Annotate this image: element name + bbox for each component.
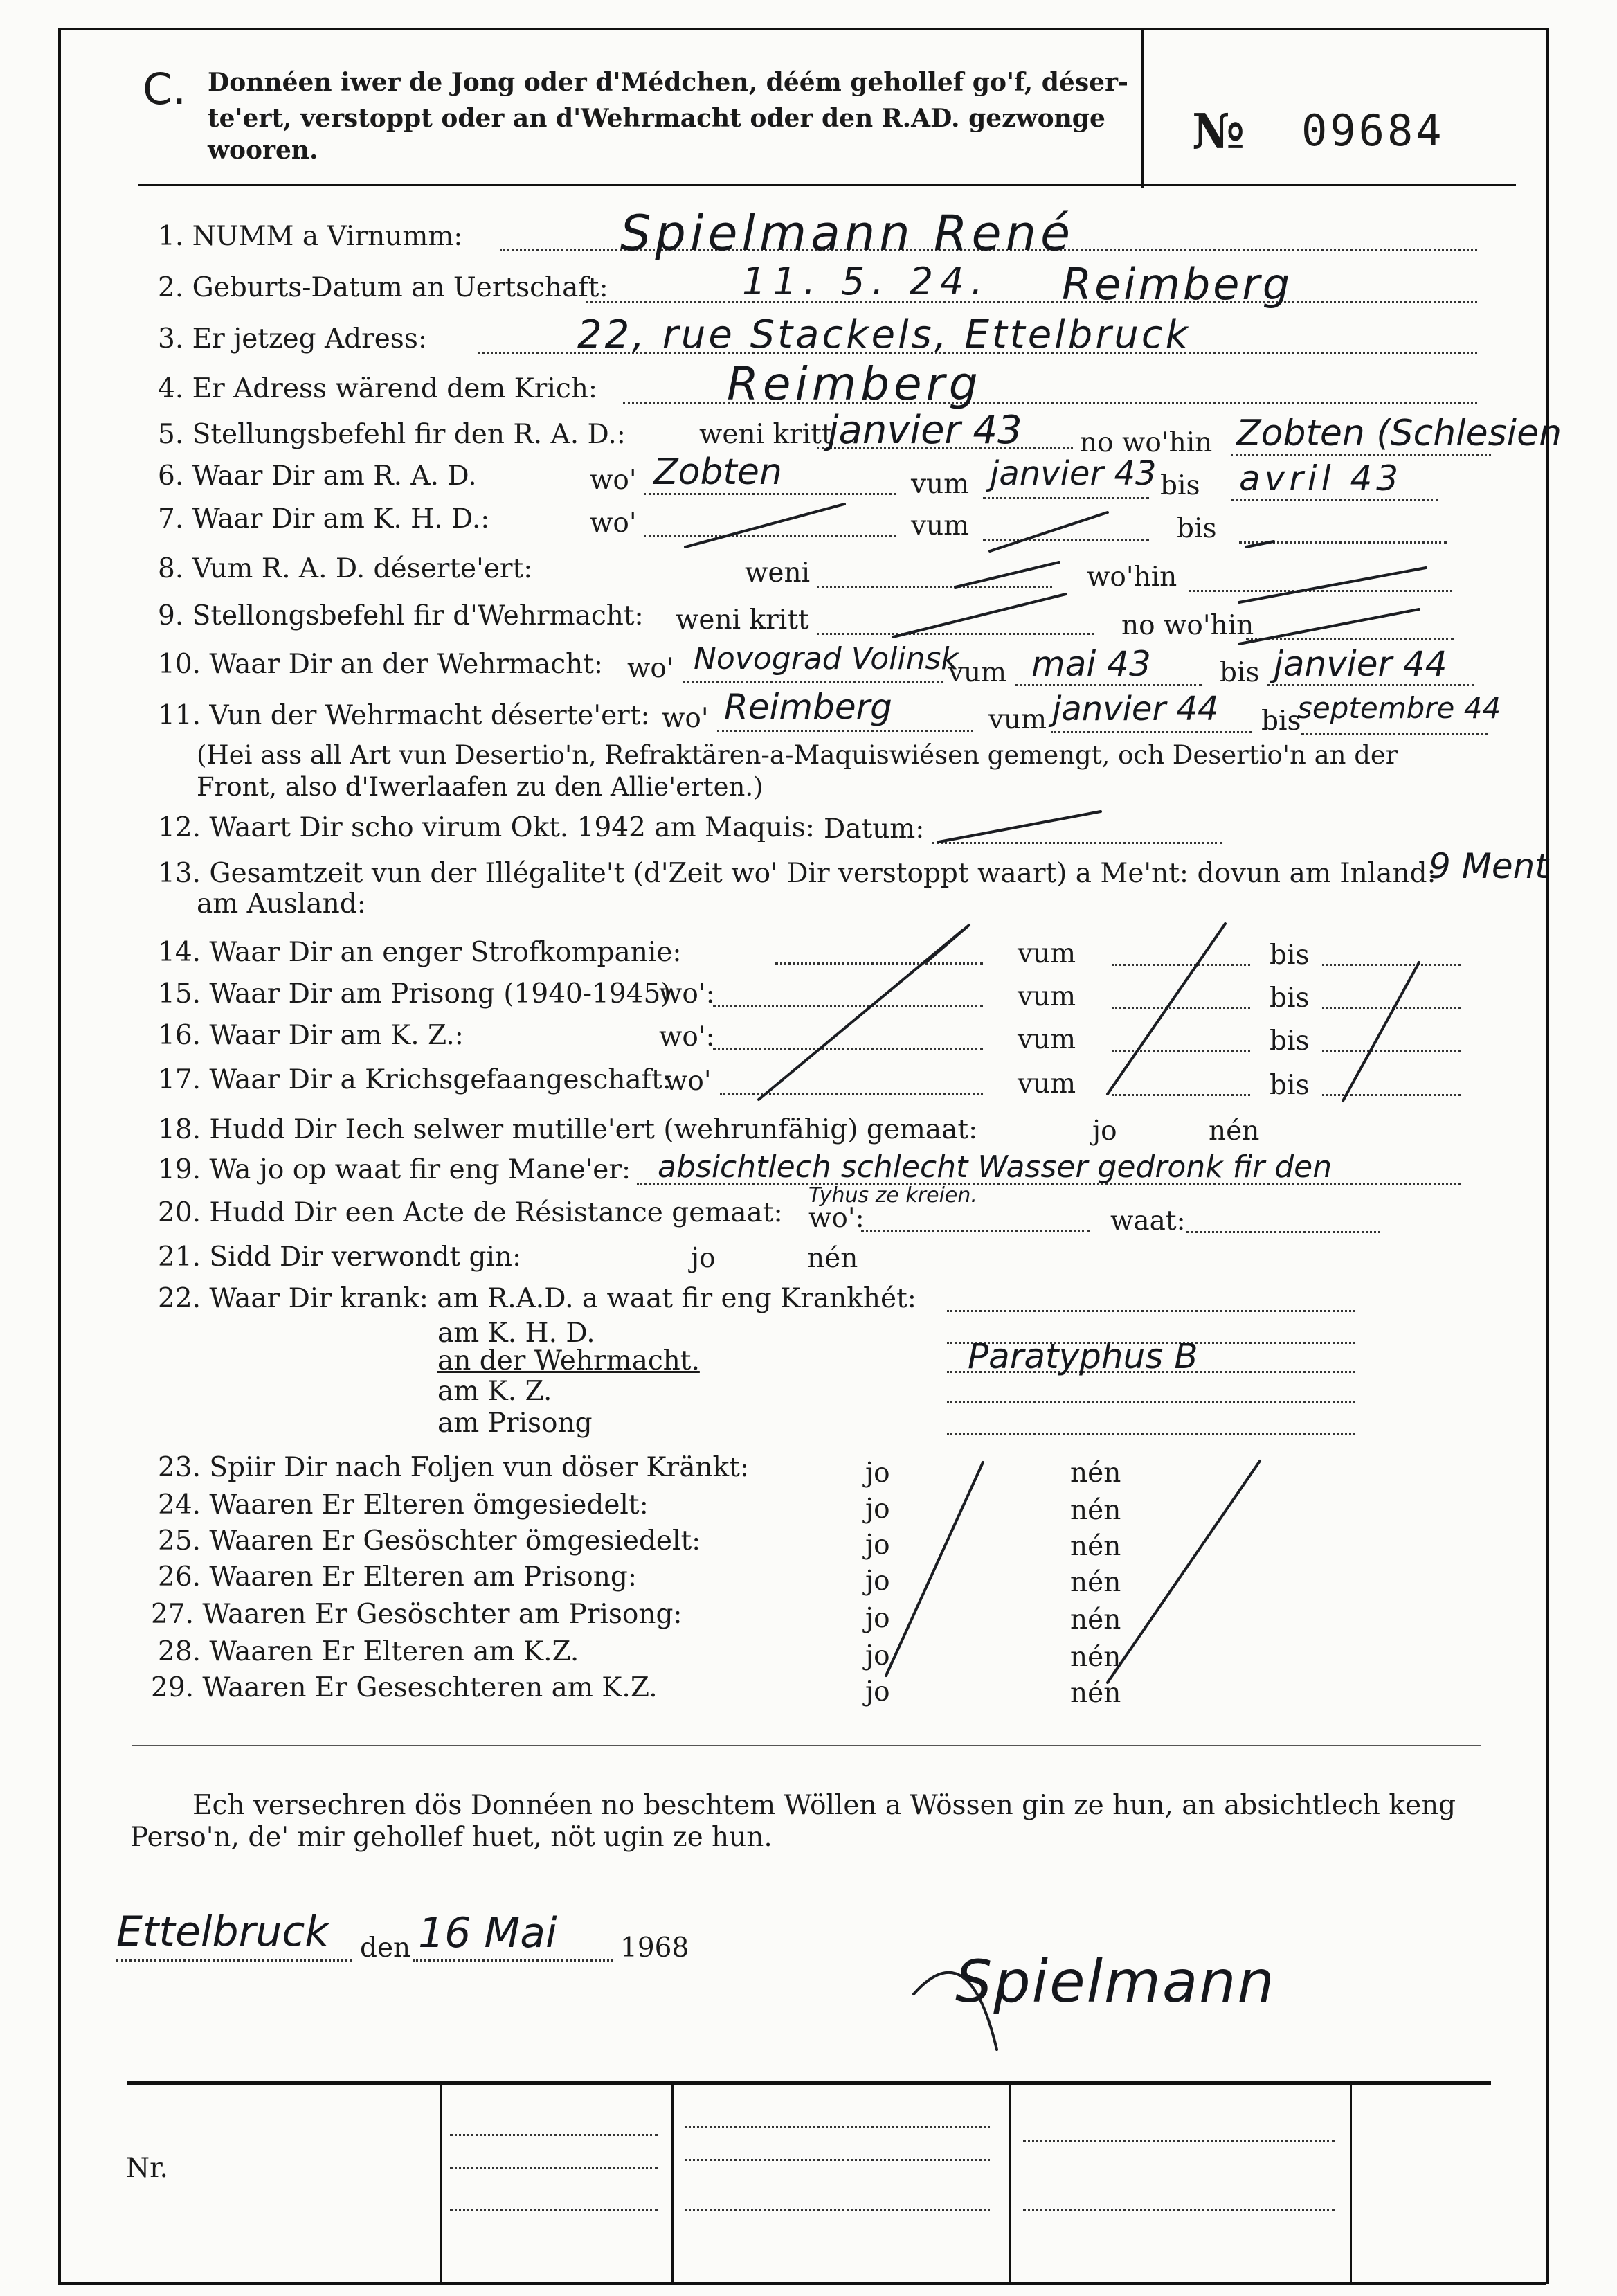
q18-jo[interactable]: jo bbox=[1092, 1115, 1117, 1147]
q26-label: 26. Waaren Er Elteren am Prisong: bbox=[158, 1561, 638, 1593]
den-label: den bbox=[360, 1932, 411, 1964]
q8-date-line bbox=[817, 586, 1052, 588]
bottom-dots-a3 bbox=[450, 2209, 658, 2211]
q2-label: 2. Geburts-Datum an Uertschaft: bbox=[158, 272, 608, 303]
q15-from-line bbox=[1112, 1007, 1250, 1009]
answer-illegality-inland[interactable]: 9 Ment bbox=[1429, 846, 1548, 886]
q6-vum: vum bbox=[911, 469, 970, 500]
header-title-line3: wooren. bbox=[208, 136, 318, 165]
q16-wo: wo': bbox=[659, 1021, 715, 1052]
q15-vum: vum bbox=[1018, 981, 1076, 1012]
q10-to-line bbox=[1267, 684, 1474, 686]
q6-bis: bis bbox=[1160, 470, 1200, 501]
answer-wartime-address[interactable]: Reimberg bbox=[727, 357, 982, 411]
q13-line2: am Ausland: bbox=[197, 888, 366, 920]
header-bottom-rule bbox=[138, 184, 1516, 186]
signature: Spielmann bbox=[955, 1948, 1276, 2016]
q2-line bbox=[586, 301, 1477, 303]
q8-place-line bbox=[1189, 590, 1452, 592]
answer-wehrmacht-to[interactable]: janvier 44 bbox=[1274, 644, 1447, 684]
answer-rad-where[interactable]: Zobten bbox=[653, 451, 782, 493]
answer-rad-from[interactable]: janvier 43 bbox=[990, 454, 1157, 493]
q23-jo[interactable]: jo bbox=[865, 1458, 890, 1489]
q6-to-line bbox=[1231, 499, 1438, 501]
q16-vum: vum bbox=[1018, 1024, 1076, 1055]
q5-weni-kritt: weni kritt bbox=[699, 419, 833, 450]
q28-jo[interactable]: jo bbox=[865, 1640, 890, 1671]
q7-label: 7. Waar Dir am K. H. D.: bbox=[158, 503, 490, 535]
header-title-line1: Donnéen iwer de Jong oder d'Médchen, déém gehollef go'f, déser- bbox=[208, 68, 1128, 97]
signature-place-line bbox=[116, 1959, 352, 1962]
q10-label: 10. Waar Dir an der Wehrmacht: bbox=[158, 649, 604, 680]
answer-wehrmacht-where[interactable]: Novograd Volinsk bbox=[694, 641, 959, 676]
bottom-col2 bbox=[671, 2083, 674, 2284]
q25-nen[interactable]: nén bbox=[1070, 1531, 1121, 1562]
q23-nen[interactable]: nén bbox=[1070, 1458, 1121, 1489]
q8-label: 8. Vum R. A. D. déserte'ert: bbox=[158, 553, 533, 584]
q20-label: 20. Hudd Dir een Acte de Résistance gemaat: bbox=[158, 1197, 783, 1228]
q28-nen[interactable]: nén bbox=[1070, 1642, 1121, 1673]
header-divider bbox=[1141, 30, 1144, 188]
bottom-dots-b2 bbox=[685, 2159, 990, 2161]
bottom-dots-b1 bbox=[685, 2126, 990, 2128]
q17-where-line bbox=[720, 1093, 983, 1095]
q14-to-line bbox=[1322, 964, 1461, 966]
q14-bis: bis bbox=[1270, 940, 1310, 971]
q5-label: 5. Stellungsbefehl fir den R. A. D.: bbox=[158, 419, 626, 450]
answer-deserted-where[interactable]: Reimberg bbox=[724, 687, 892, 727]
q15-where-line bbox=[713, 1005, 983, 1007]
q16-to-line bbox=[1322, 1050, 1461, 1052]
q14-where-line bbox=[775, 962, 983, 965]
answer-rad-order-date[interactable]: janvier 43 bbox=[828, 408, 1022, 453]
q26-jo[interactable]: jo bbox=[865, 1566, 890, 1597]
q15-label: 15. Waar Dir am Prisong (1940-1945) bbox=[158, 978, 671, 1010]
q29-nen[interactable]: nén bbox=[1070, 1678, 1121, 1709]
q3-label: 3. Er jetzeg Adress: bbox=[158, 323, 427, 355]
answer-current-address[interactable]: 22, rue Stackels, Ettelbruck bbox=[577, 312, 1191, 357]
q11-note-line1: (Hei ass all Art vun Desertio'n, Refraktären-a-Maquiswiésen gemengt, och Desertio'n an der bbox=[197, 740, 1398, 770]
declaration-line1: Ech versechren dös Donnéen no beschtem Wöllen a Wössen gin ze hun, an absichtlech keng bbox=[192, 1790, 1456, 1821]
q25-jo[interactable]: jo bbox=[865, 1530, 890, 1561]
q12-date-line bbox=[932, 842, 1222, 844]
q14-from-line bbox=[1112, 964, 1250, 966]
answer-wehrmacht-from[interactable]: mai 43 bbox=[1031, 644, 1151, 684]
q6-label: 6. Waar Dir am R. A. D. bbox=[158, 460, 477, 492]
q21-jo[interactable]: jo bbox=[691, 1243, 716, 1274]
q7-from-line bbox=[983, 539, 1149, 541]
answer-birth-place[interactable]: Reimberg bbox=[1062, 259, 1293, 310]
answer-name[interactable]: Spielmann René bbox=[620, 205, 1075, 262]
q12-label: 12. Waart Dir scho virum Okt. 1942 am Maquis: bbox=[158, 812, 815, 843]
section-divider bbox=[132, 1745, 1481, 1746]
q14-vum: vum bbox=[1018, 938, 1076, 969]
form-number: 09684 bbox=[1301, 105, 1445, 156]
answer-rad-to[interactable]: avril 43 bbox=[1239, 458, 1403, 499]
bottom-col1 bbox=[440, 2083, 442, 2284]
q17-label: 17. Waar Dir a Krichsgefaangeschaft: bbox=[158, 1064, 671, 1095]
answer-rad-order-place[interactable]: Zobten (Schlesien bbox=[1236, 413, 1562, 454]
declaration-line2: Perso'n, de' mir gehollef huet, nöt ugin ze hun. bbox=[130, 1822, 773, 1853]
q17-from-line bbox=[1112, 1094, 1250, 1096]
q1-label: 1. NUMM a Virnumm: bbox=[158, 221, 463, 252]
q11-vum: vum bbox=[988, 704, 1047, 735]
section-letter: C. bbox=[143, 64, 186, 114]
q26-nen[interactable]: nén bbox=[1070, 1567, 1121, 1598]
q10-from-line bbox=[1015, 684, 1202, 686]
q17-to-line bbox=[1322, 1094, 1461, 1096]
bottom-col4 bbox=[1350, 2083, 1352, 2284]
q22-rad-line bbox=[947, 1310, 1355, 1312]
q5-place-line bbox=[1231, 454, 1491, 456]
q22-kz: am K. Z. bbox=[437, 1376, 552, 1407]
q22-label: 22. Waar Dir krank: am R.A.D. a waat fir eng Krankhét: bbox=[158, 1283, 916, 1314]
q16-where-line bbox=[713, 1048, 983, 1050]
q20-wo: wo': bbox=[808, 1203, 865, 1234]
q17-bis: bis bbox=[1270, 1070, 1310, 1101]
bottom-dots-a2 bbox=[450, 2167, 658, 2169]
bottom-dots-b3 bbox=[685, 2209, 990, 2211]
q24-nen[interactable]: nén bbox=[1070, 1495, 1121, 1526]
q10-wo: wo' bbox=[627, 653, 674, 684]
q11-bis: bis bbox=[1261, 706, 1301, 737]
year-label: 1968 bbox=[620, 1932, 689, 1964]
q11-wo: wo' bbox=[662, 703, 709, 734]
q13-label: 13. Gesamtzeit vun der Illégalite't (d'Zeit wo' Dir verstoppt waart) a Me'nt: dovun am Inland: bbox=[158, 858, 1436, 889]
q10-vum: vum bbox=[948, 657, 1007, 688]
q9-label: 9. Stellongsbefehl fir d'Wehrmacht: bbox=[158, 600, 644, 631]
q17-wo: wo' bbox=[665, 1066, 712, 1097]
q22-prisong: am Prisong bbox=[437, 1408, 593, 1439]
q19-label: 19. Wa jo op waat fir eng Mane'er: bbox=[158, 1154, 631, 1185]
q15-to-line bbox=[1322, 1007, 1461, 1009]
q18-nen[interactable]: nén bbox=[1209, 1115, 1260, 1147]
answer-illness-wehrmacht[interactable]: Paratyphus B bbox=[968, 1336, 1198, 1376]
q23-label: 23. Spiir Dir nach Foljen vun döser Kränkt: bbox=[158, 1452, 750, 1483]
signature-date-line bbox=[413, 1959, 613, 1962]
q9-no-wohin: no wo'hin bbox=[1121, 610, 1254, 641]
q5-no-wohin: no wo'hin bbox=[1080, 427, 1213, 458]
q18-label: 18. Hudd Dir Iech selwer mutille'ert (wehrunfähig) gemaat: bbox=[158, 1114, 978, 1145]
q21-label: 21. Sidd Dir verwondt gin: bbox=[158, 1241, 522, 1273]
q27-label: 27. Waaren Er Gesöschter am Prisong: bbox=[151, 1599, 683, 1630]
q11-where-line bbox=[717, 730, 973, 732]
q11-to-line bbox=[1301, 733, 1488, 735]
q9-place-line bbox=[1246, 638, 1454, 640]
q15-bis: bis bbox=[1270, 983, 1310, 1014]
q11-note-line2: Front, also d'Iwerlaafen zu den Allie'erten.) bbox=[197, 772, 764, 802]
q17-vum: vum bbox=[1018, 1068, 1076, 1100]
answer-signature-date[interactable]: 16 Mai bbox=[418, 1909, 557, 1957]
q24-label: 24. Waaren Er Elteren ömgesiedelt: bbox=[158, 1489, 649, 1521]
q25-label: 25. Waaren Er Gesöschter ömgesiedelt: bbox=[158, 1525, 701, 1557]
q7-where-line bbox=[644, 535, 896, 537]
q8-weni: weni bbox=[745, 557, 811, 589]
q7-wo: wo' bbox=[590, 508, 637, 539]
q21-nen[interactable]: nén bbox=[807, 1243, 858, 1274]
q16-from-line bbox=[1112, 1050, 1250, 1052]
q11-label: 11. Vun der Wehrmacht déserte'ert: bbox=[158, 700, 650, 731]
q24-jo[interactable]: jo bbox=[865, 1494, 890, 1525]
q16-label: 16. Waar Dir am K. Z.: bbox=[158, 1020, 464, 1051]
q12-datum: Datum: bbox=[824, 814, 925, 845]
answer-deserted-to[interactable]: septembre 44 bbox=[1297, 691, 1501, 725]
q27-jo[interactable]: jo bbox=[865, 1603, 890, 1634]
q8-wohin: wo'hin bbox=[1087, 562, 1177, 593]
q20-waat: waat: bbox=[1110, 1205, 1186, 1237]
header-title-line2: te'ert, verstoppt oder an d'Wehrmacht oder den R.AD. gezwonge bbox=[208, 104, 1105, 133]
bottom-dots-a1 bbox=[450, 2134, 658, 2136]
q15-wo: wo': bbox=[659, 978, 715, 1010]
q9-date-line bbox=[817, 633, 1094, 635]
q11-from-line bbox=[1051, 731, 1252, 733]
number-sign: № bbox=[1192, 102, 1245, 160]
bottom-table-bottom bbox=[58, 2282, 1546, 2285]
q7-to-line bbox=[1239, 541, 1447, 544]
q29-label: 29. Waaren Er Geseschteren am K.Z. bbox=[151, 1672, 658, 1703]
q6-where-line bbox=[644, 493, 896, 495]
q20-where-line bbox=[861, 1230, 1090, 1232]
q29-jo[interactable]: jo bbox=[865, 1676, 890, 1707]
q22-prisong-line bbox=[947, 1433, 1355, 1435]
answer-mutilation-how-1[interactable]: absichtlech schlecht Wasser gedronk fir den bbox=[658, 1149, 1333, 1185]
q9-weni-kritt: weni kritt bbox=[676, 604, 809, 636]
q16-bis: bis bbox=[1270, 1025, 1310, 1057]
q10-bis: bis bbox=[1220, 657, 1260, 688]
nr-label: Nr. bbox=[126, 2153, 168, 2184]
q7-vum: vum bbox=[911, 510, 970, 541]
q28-label: 28. Waaren Er Elteren am K.Z. bbox=[158, 1636, 579, 1667]
q22-kz-line bbox=[947, 1401, 1355, 1403]
answer-birth-date[interactable]: 11. 5. 24. bbox=[742, 260, 990, 303]
q14-label: 14. Waar Dir an enger Strofkompanie: bbox=[158, 937, 682, 968]
q6-wo: wo' bbox=[590, 465, 637, 496]
bottom-table-top bbox=[127, 2081, 1491, 2085]
answer-signature-place[interactable]: Ettelbruck bbox=[116, 1908, 329, 1956]
answer-mutilation-how-2[interactable]: Tyhus ze kreien. bbox=[808, 1183, 977, 1208]
bottom-dots-c1 bbox=[1023, 2140, 1335, 2142]
q10-where-line bbox=[683, 681, 943, 683]
q22-khd: am K. H. D. bbox=[437, 1318, 595, 1349]
q7-bis: bis bbox=[1177, 513, 1217, 544]
q4-label: 4. Er Adress wärend dem Krich: bbox=[158, 373, 598, 404]
bottom-dots-c2 bbox=[1023, 2209, 1335, 2211]
bottom-col3 bbox=[1009, 2083, 1011, 2284]
q22-wehrmacht: an der Wehrmacht. bbox=[437, 1345, 700, 1376]
q27-nen[interactable]: nén bbox=[1070, 1604, 1121, 1635]
answer-deserted-from[interactable]: janvier 44 bbox=[1052, 690, 1219, 728]
q6-from-line bbox=[983, 497, 1149, 499]
q20-what-line bbox=[1186, 1231, 1380, 1233]
